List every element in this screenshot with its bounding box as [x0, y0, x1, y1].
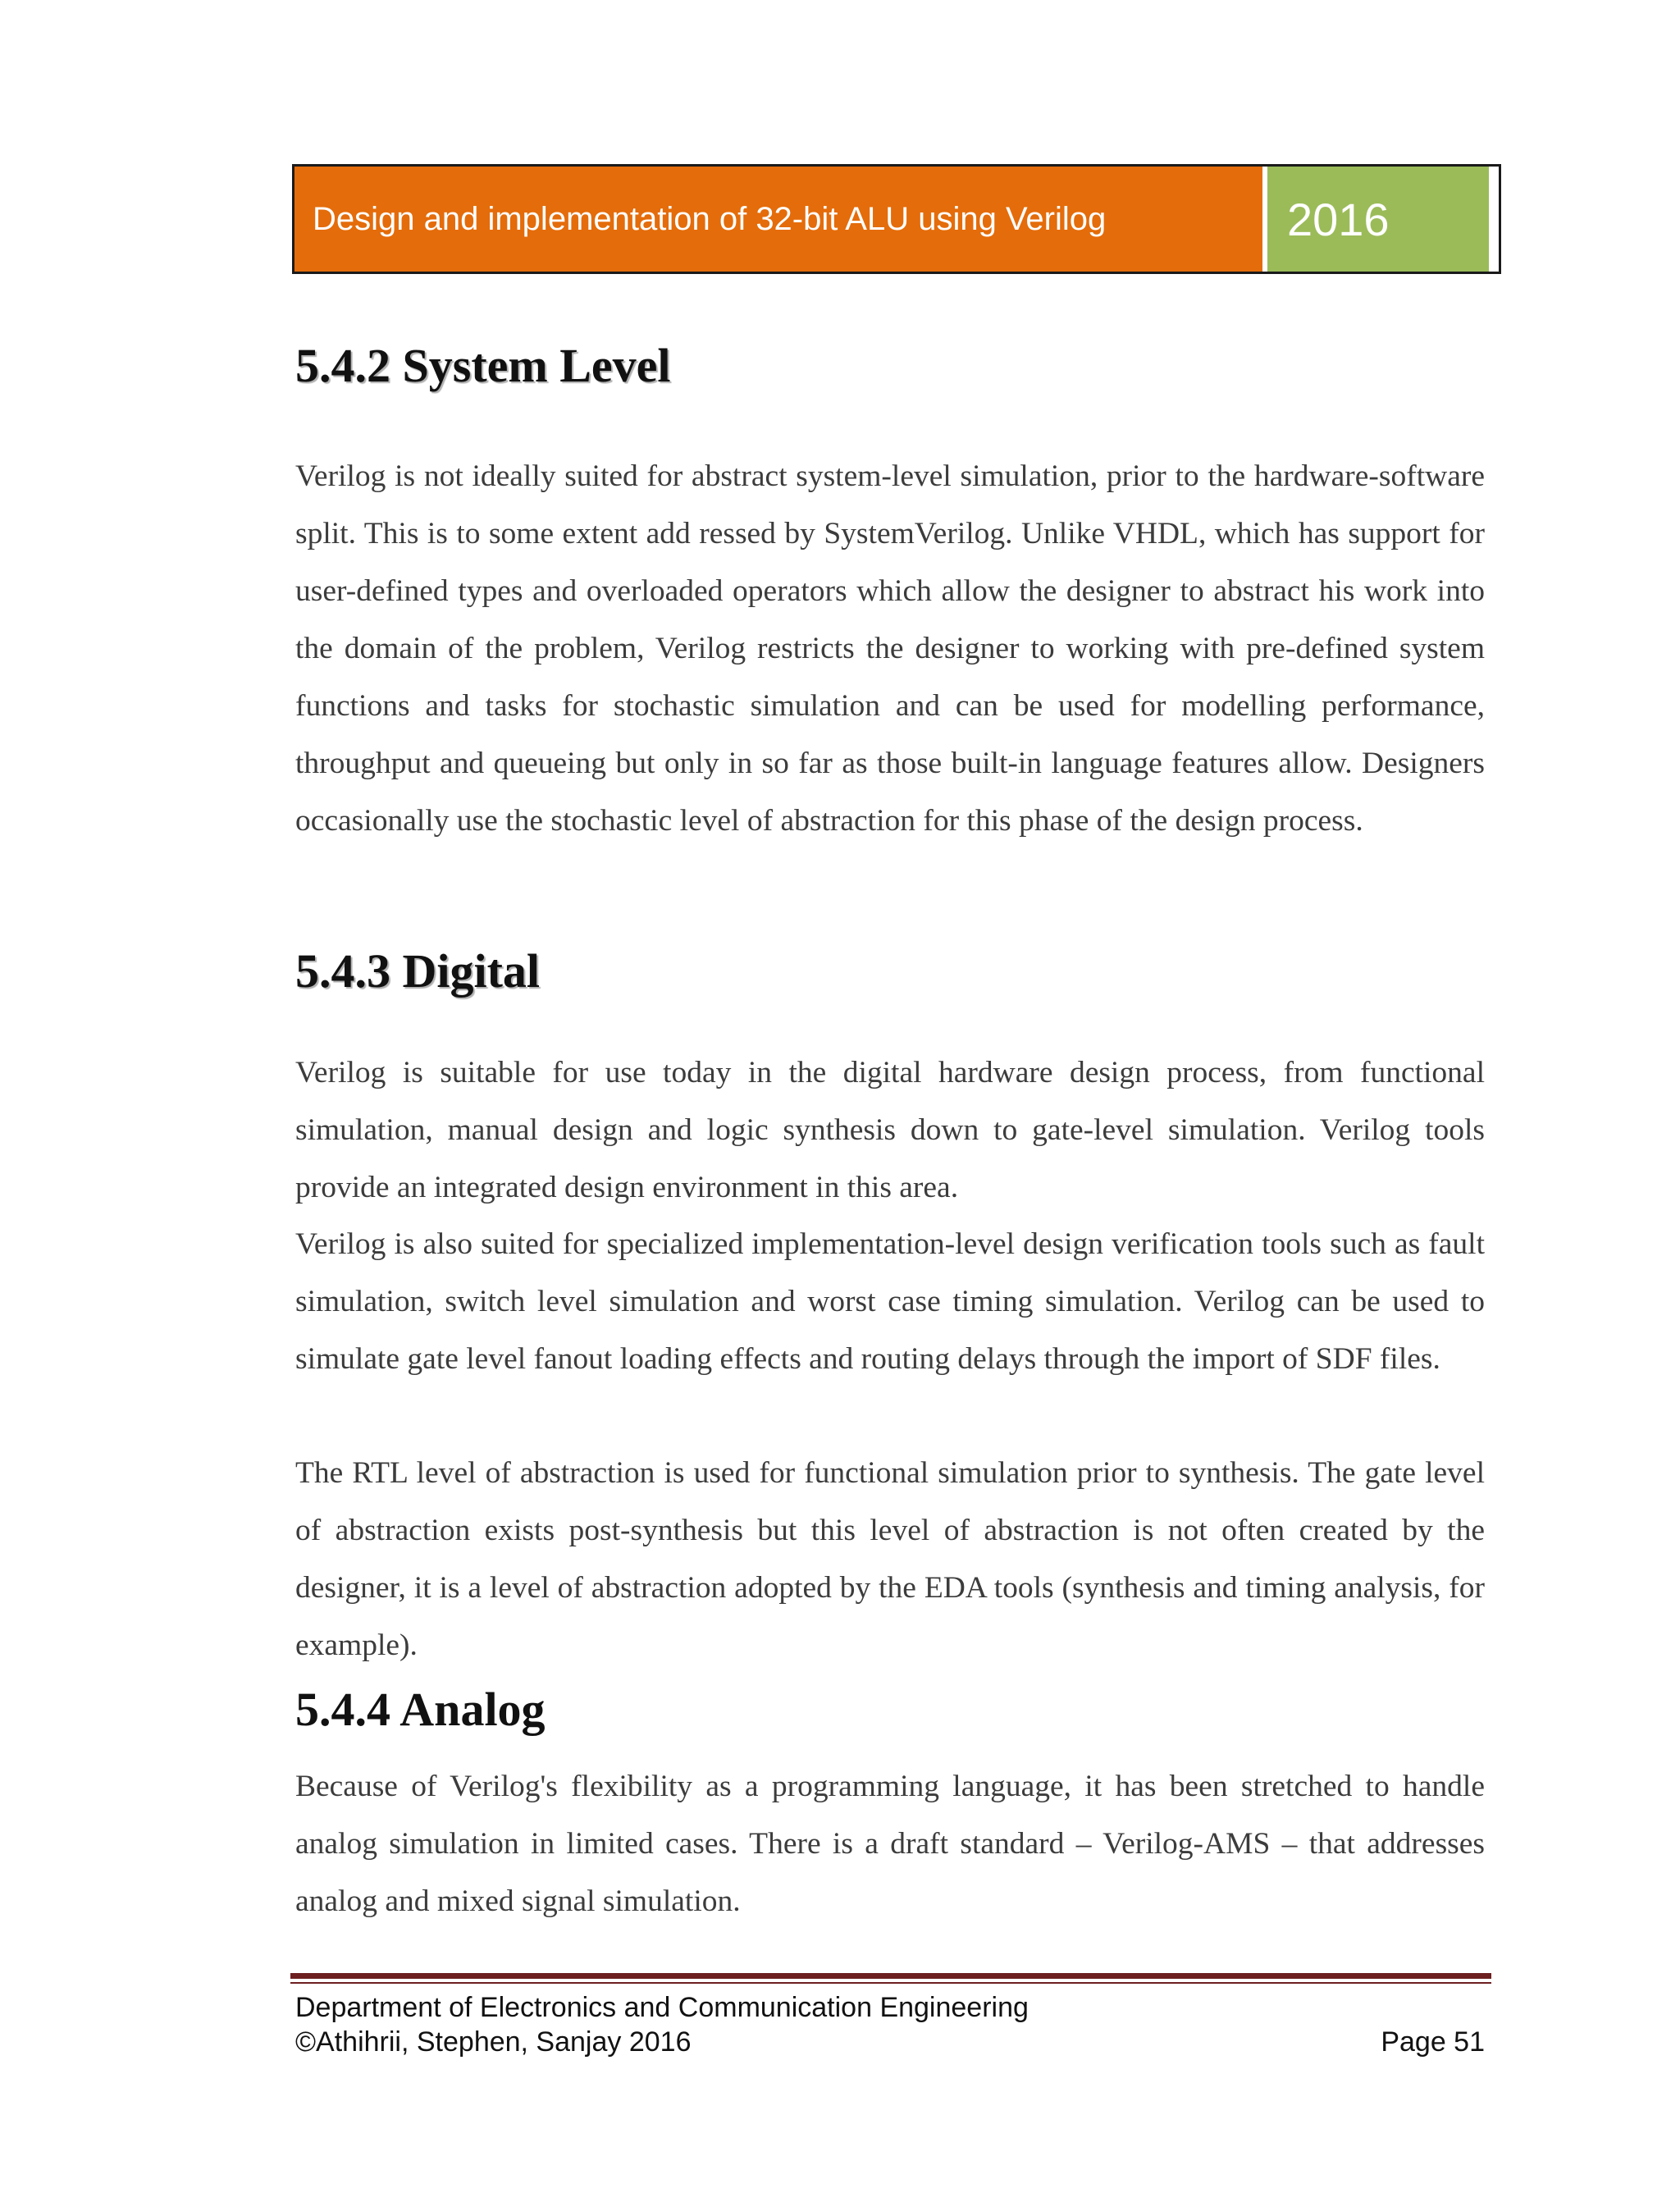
section-heading-analog: 5.4.4 Analog	[295, 1683, 546, 1736]
header-title: Design and implementation of 32-bit ALU using Verilog	[294, 167, 1262, 272]
paragraph-analog: Because of Verilog's flexibility as a programming language, it has been stretched to handle analog simulation in limited cases. There is a draft standard – Verilog-AMS – that addresses analog and mixed signal simulation.	[295, 1770, 1485, 1918]
header-year: 2016	[1267, 167, 1489, 272]
running-header	[292, 164, 1501, 274]
footer-department: Department of Electronics and Communication Engineering	[295, 1992, 1029, 2023]
section-heading-digital: 5.4.3 Digital	[295, 944, 541, 998]
footer-rule-thick	[290, 1973, 1491, 1979]
page-number: Page 51	[1381, 2026, 1485, 2058]
paragraph-digital-2: Verilog is also suited for specialized implementation-level design verification tools such as fault simulation, switch level simulation and worst case timing simulation. Verilog can be used to simulate gate level fanout loading effects and routing delays through the import of SDF files.	[295, 1227, 1485, 1376]
section-heading-system-level: 5.4.2 System Level	[295, 339, 671, 392]
footer-copyright: ©Athihrii, Stephen, Sanjay 2016	[295, 2026, 692, 2058]
paragraph-digital-3: The RTL level of abstraction is used for functional simulation prior to synthesis. The gate level of abstraction exists post-synthesis but this level of abstraction is not often created by the designer, it is a level of abstraction adopted by the EDA tools (synthesis and timing analysis, for example).	[295, 1456, 1485, 1662]
paragraph-system-level: Verilog is not ideally suited for abstract system-level simulation, prior to the hardware-software split. This is to some extent add ressed by SystemVerilog. Unlike VHDL, which has support for user-defined types and overloaded operators which allow the designer to abstract his work into the domain of the problem, Verilog restricts the designer to working with pre-defined system functions and tasks for stochastic simulation and can be used for modelling performance, throughput and queueing but only in so far as those built-in language features allow. Designers occasionally use the stochastic level of abstraction for this phase of the design process.	[295, 459, 1485, 838]
footer-rule-thin	[290, 1982, 1491, 1984]
paragraph-digital-1: Verilog is suitable for use today in the digital hardware design process, from functional simulation, manual design and logic synthesis down to gate-level simulation. Verilog tools provide an integrated design environment in this area.	[295, 1056, 1485, 1204]
